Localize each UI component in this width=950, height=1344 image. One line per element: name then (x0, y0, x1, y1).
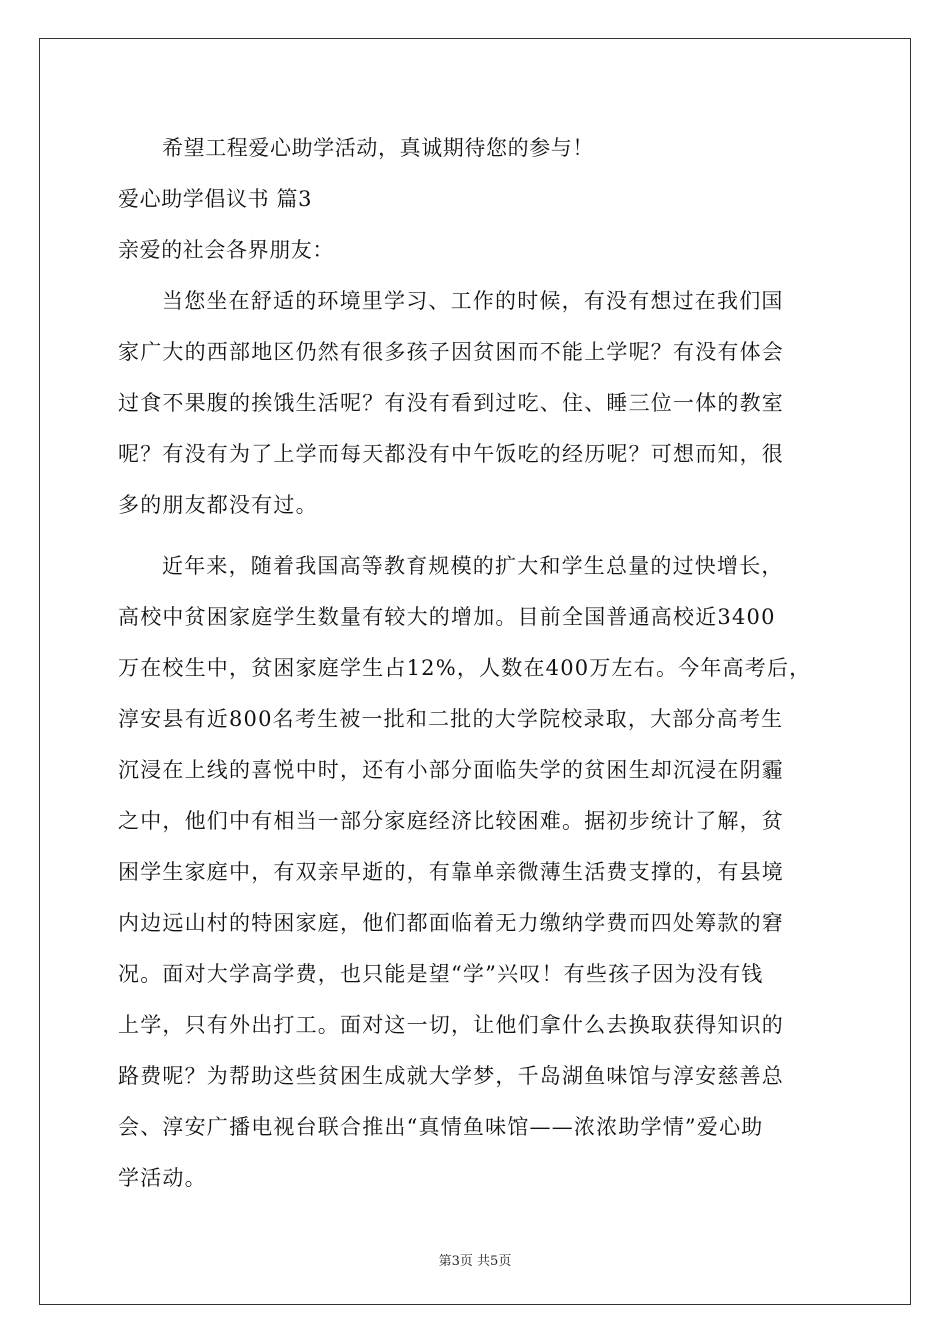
document-heading: 爱心助学倡议书 篇3 (118, 187, 313, 211)
paragraph-line: 沉浸在上线的喜悦中时，还有小部分面临失学的贫困生却沉浸在阴霾 (118, 758, 784, 782)
paragraph-line: 过食不果腹的挨饿生活呢？有没有看到过吃、住、睡三位一体的教室 (118, 391, 784, 415)
salutation: 亲爱的社会各界朋友： (118, 238, 334, 262)
paragraph-line: 学活动。 (118, 1166, 207, 1190)
paragraph-line: 会、淳安广播电视台联合推出“真情鱼味馆——浓浓助学情”爱心助 (118, 1115, 764, 1139)
page-footer (0, 1250, 950, 1269)
paragraph-line: 多的朋友都没有过。 (118, 493, 318, 517)
paragraph-line: 万在校生中，贫困家庭学生占12%，人数在400万左右。今年高考后， (118, 656, 812, 680)
paragraph-line: 家广大的西部地区仍然有很多孩子因贫困而不能上学呢？有没有体会 (118, 340, 784, 364)
paragraph-line: 困学生家庭中，有双亲早逝的，有靠单亲微薄生活费支撑的，有县境 (118, 860, 784, 884)
paragraph-2 (118, 546, 834, 1198)
paragraph-line: 之中，他们中有相当一部分家庭经济比较困难。据初步统计了解，贫 (118, 809, 784, 833)
paragraph-line: 当您坐在舒适的环境里学习、工作的时候，有没有想过在我们国 (162, 289, 784, 313)
paragraph-1 (118, 281, 834, 525)
paragraph-line: 况。面对大学高学费，也只能是望“学”兴叹！有些孩子因为没有钱 (118, 962, 764, 986)
paragraph-line: 上学，只有外出打工。面对这一切，让他们拿什么去换取获得知识的 (118, 1013, 784, 1037)
document-body (118, 128, 834, 1198)
page-indicator: 第3页 共5页 (438, 1254, 512, 1269)
paragraph-line: 路费呢？为帮助这些贫困生成就大学梦，千岛湖鱼味馆与淳安慈善总 (118, 1064, 784, 1088)
closing-line: 希望工程爱心助学活动，真诚期待您的参与！ (162, 136, 594, 160)
paragraph-line: 高校中贫困家庭学生数量有较大的增加。目前全国普通高校近3400 (118, 605, 776, 629)
paragraph-line: 淳安县有近800名考生被一批和二批的大学院校录取，大部分高考生 (118, 707, 784, 731)
paragraph-line: 呢？有没有为了上学而每天都没有中午饭吃的经历呢？可想而知，很 (118, 442, 784, 466)
paragraph-line: 内边远山村的特困家庭，他们都面临着无力缴纳学费而四处筹款的窘 (118, 911, 784, 935)
paragraph-line: 近年来，随着我国高等教育规模的扩大和学生总量的过快增长， (162, 554, 784, 578)
